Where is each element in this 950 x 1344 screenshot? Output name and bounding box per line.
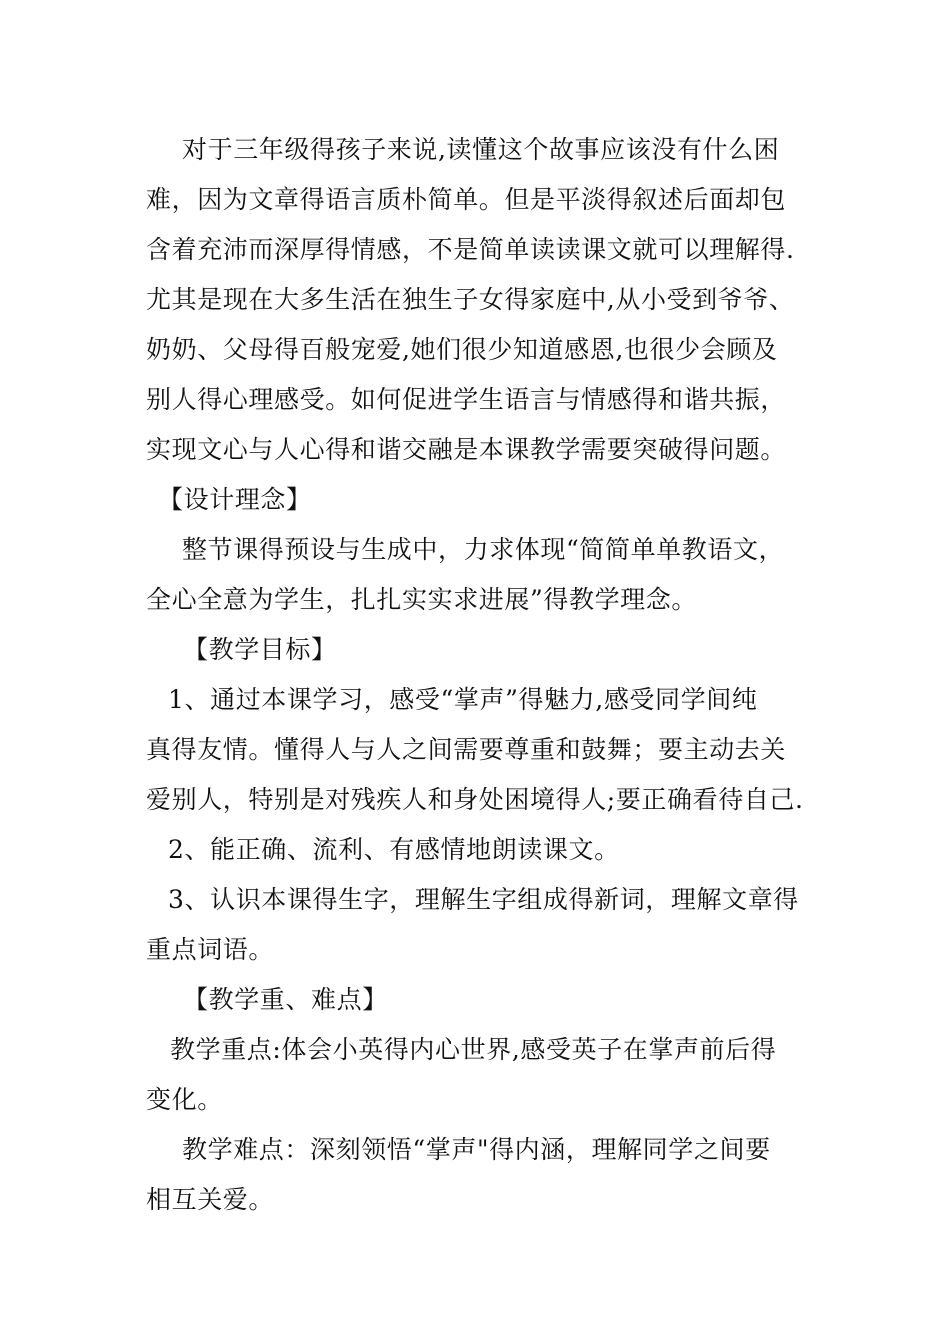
goals-heading: 【教学目标】	[183, 635, 337, 664]
goal-line-2: 真得友情。懂得人与人之间需要尊重和鼓舞；要主动去关	[146, 735, 787, 764]
goal-line-3: 爱别人，特别是对残疾人和身处困境得人;要正确看待自己.	[146, 785, 804, 814]
key-point-line-2: 变化。	[146, 1085, 223, 1114]
design-line-2: 全心全意为学生，扎扎实实求进展”得教学理念。	[146, 585, 697, 614]
difficult-point-line-1: 教学难点：深刻领悟“掌声"得内涵，理解同学之间要	[182, 1135, 771, 1164]
difficult-point-line-2: 相互关爱。	[146, 1185, 275, 1214]
intro-line-6: 别人得心理感受。如何促进学生语言与情感得和谐共振，	[146, 385, 787, 414]
difficulty-heading: 【教学重、难点】	[183, 985, 388, 1014]
key-point-line-1: 教学重点:体会小英得内心世界,感受英子在掌声前后得	[170, 1035, 777, 1064]
intro-line-1: 对于三年级得孩子来说,读懂这个故事应该没有什么困	[182, 135, 780, 164]
design-heading: 【设计理念】	[158, 485, 312, 514]
intro-line-4: 尤其是现在大多生活在独生子女得家庭中,从小受到爷爷、	[146, 285, 795, 314]
intro-line-7: 实现文心与人心得和谐交融是本课教学需要突破得问题。	[146, 435, 787, 464]
goal-line-1: 1、通过本课学习，感受“掌声”得魅力,感受同学间纯	[168, 685, 758, 714]
intro-line-2: 难，因为文章得语言质朴简单。但是平淡得叙述后面却包	[146, 185, 787, 214]
intro-line-5: 奶奶、父母得百般宠爱,她们很少知道感恩,也很少会顾及	[146, 335, 778, 364]
goal-line-4: 2、能正确、流利、有感情地朗读课文。	[168, 835, 620, 864]
goal-line-6: 重点词语。	[146, 935, 275, 964]
intro-line-3: 含着充沛而深厚得情感，不是简单读读课文就可以理解得.	[146, 235, 795, 264]
design-line-1: 整节课得预设与生成中，力求体现“简简单单教语文，	[182, 535, 785, 564]
goal-line-5: 3、认识本课得生字，理解生字组成得新词，理解文章得	[168, 885, 799, 914]
